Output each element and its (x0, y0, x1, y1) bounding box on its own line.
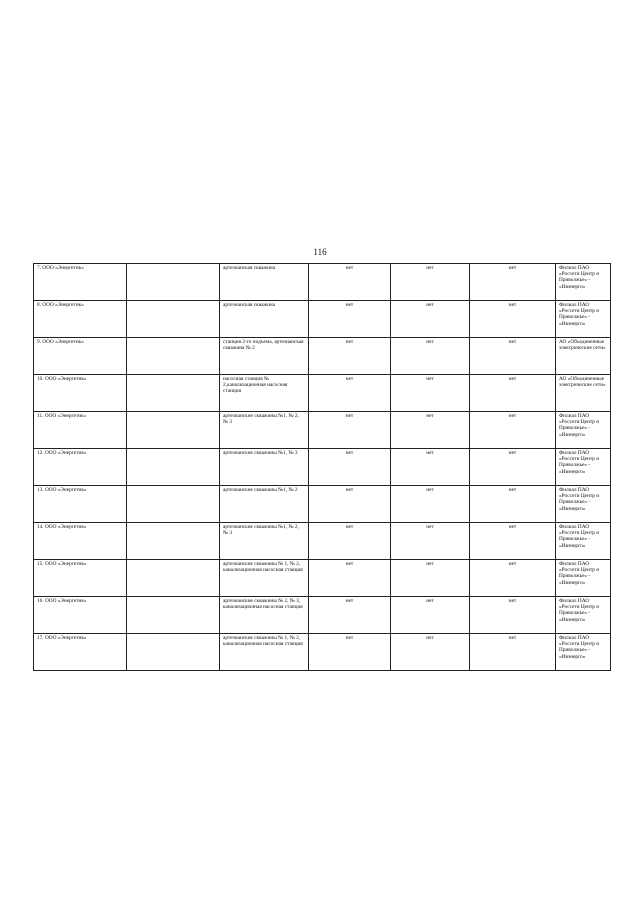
provider-cell: Филиал ПАО «Россети Центр и Приволжье» - «Ивэнерго» (556, 560, 611, 597)
value-cell: нет (391, 375, 470, 412)
object-cell: артезианские скважины № 1, № 2, канализационная насосная станция (220, 634, 309, 671)
org-cell: 11. ООО «Энергетик» (34, 412, 127, 449)
provider-cell: Филиал ПАО «Россети Центр и Приволжье» - «Ивэнерго» (556, 264, 611, 301)
table-row (34, 412, 611, 449)
object-cell: артезианские скважины № 2, № 3, канализационная насосная станция (220, 597, 309, 634)
empty-cell (127, 338, 220, 375)
value-cell: нет (391, 412, 470, 449)
table-row (34, 523, 611, 560)
provider-cell: Филиал ПАО «Россети Центр и Приволжье» - «Ивэнерго» (556, 449, 611, 486)
value-cell: нет (470, 523, 556, 560)
table-row (34, 375, 611, 412)
object-cell: артезианские скважины №1, № 2, № 3 (220, 412, 309, 449)
object-cell: насосная станция № 2,канализационная насосная станция (220, 375, 309, 412)
org-cell: 13. ООО «Энергетик» (34, 486, 127, 523)
provider-cell: Филиал ПАО «Россети Центр и Приволжье» - «Ивэнерго» (556, 412, 611, 449)
empty-cell (127, 449, 220, 486)
object-cell: артезианские скважины №1, № 2 (220, 486, 309, 523)
provider-cell: АО «Объединенные электрические сети» (556, 375, 611, 412)
provider-cell: АО «Объединенные электрические сети» (556, 338, 611, 375)
value-cell: нет (470, 560, 556, 597)
value-cell: нет (309, 486, 391, 523)
provider-cell: Филиал ПАО «Россети Центр и Приволжье» - «Ивэнерго» (556, 634, 611, 671)
object-cell: артезианские скважины № 1, № 2, канализационная насосная станция (220, 560, 309, 597)
document-table (33, 263, 611, 671)
value-cell: нет (309, 264, 391, 301)
table-row (34, 338, 611, 375)
org-cell: 10. ООО «Энергетик» (34, 375, 127, 412)
value-cell: нет (391, 523, 470, 560)
empty-cell (127, 375, 220, 412)
org-cell: 16. ООО «Энергетик» (34, 597, 127, 634)
object-cell: артезианская скважина (220, 301, 309, 338)
value-cell: нет (309, 449, 391, 486)
value-cell: нет (309, 634, 391, 671)
empty-cell (127, 560, 220, 597)
value-cell: нет (391, 486, 470, 523)
value-cell: нет (391, 338, 470, 375)
value-cell: нет (470, 338, 556, 375)
object-cell: артезианские скважины №1, № 3 (220, 449, 309, 486)
org-cell: 8. ООО «Энергетик» (34, 301, 127, 338)
provider-cell: Филиал ПАО «Россети Центр и Приволжье» - «Ивэнерго» (556, 301, 611, 338)
empty-cell (127, 264, 220, 301)
value-cell: нет (391, 560, 470, 597)
provider-cell: Филиал ПАО «Россети Центр и Приволжье» - «Ивэнерго» (556, 523, 611, 560)
empty-cell (127, 523, 220, 560)
table-row (34, 301, 611, 338)
empty-cell (127, 597, 220, 634)
empty-cell (127, 301, 220, 338)
value-cell: нет (309, 375, 391, 412)
object-cell: артезианская скважина (220, 264, 309, 301)
table-row (34, 597, 611, 634)
org-cell: 12. ООО «Энергетик» (34, 449, 127, 486)
org-cell: 9. ООО «Энергетик» (34, 338, 127, 375)
value-cell: нет (391, 301, 470, 338)
value-cell: нет (470, 449, 556, 486)
value-cell: нет (470, 264, 556, 301)
org-cell: 15. ООО «Энергетик» (34, 560, 127, 597)
value-cell: нет (470, 375, 556, 412)
org-cell: 17. ООО «Энергетик» (34, 634, 127, 671)
value-cell: нет (470, 301, 556, 338)
table-row (34, 264, 611, 301)
value-cell: нет (391, 449, 470, 486)
value-cell: нет (391, 634, 470, 671)
value-cell: нет (470, 412, 556, 449)
empty-cell (127, 412, 220, 449)
provider-cell: Филиал ПАО «Россети Центр и Приволжье» - «Ивэнерго» (556, 486, 611, 523)
value-cell: нет (391, 597, 470, 634)
value-cell: нет (309, 412, 391, 449)
object-cell: станция 2-го подъема, артезианская скважина № 2 (220, 338, 309, 375)
table-row (34, 634, 611, 671)
org-cell: 14. ООО «Энергетик» (34, 523, 127, 560)
page-number: 116 (313, 247, 327, 257)
empty-cell (127, 486, 220, 523)
value-cell: нет (470, 597, 556, 634)
value-cell: нет (309, 301, 391, 338)
value-cell: нет (309, 560, 391, 597)
table-row (34, 560, 611, 597)
value-cell: нет (470, 634, 556, 671)
table-row (34, 449, 611, 486)
empty-cell (127, 634, 220, 671)
value-cell: нет (309, 523, 391, 560)
value-cell: нет (309, 597, 391, 634)
provider-cell: Филиал ПАО «Россети Центр и Приволжье» - «Ивэнерго» (556, 597, 611, 634)
table-row (34, 486, 611, 523)
value-cell: нет (391, 264, 470, 301)
value-cell: нет (309, 338, 391, 375)
value-cell: нет (470, 486, 556, 523)
object-cell: артезианские скважины №1, № 2, № 3 (220, 523, 309, 560)
org-cell: 7. ООО «Энергетик» (34, 264, 127, 301)
